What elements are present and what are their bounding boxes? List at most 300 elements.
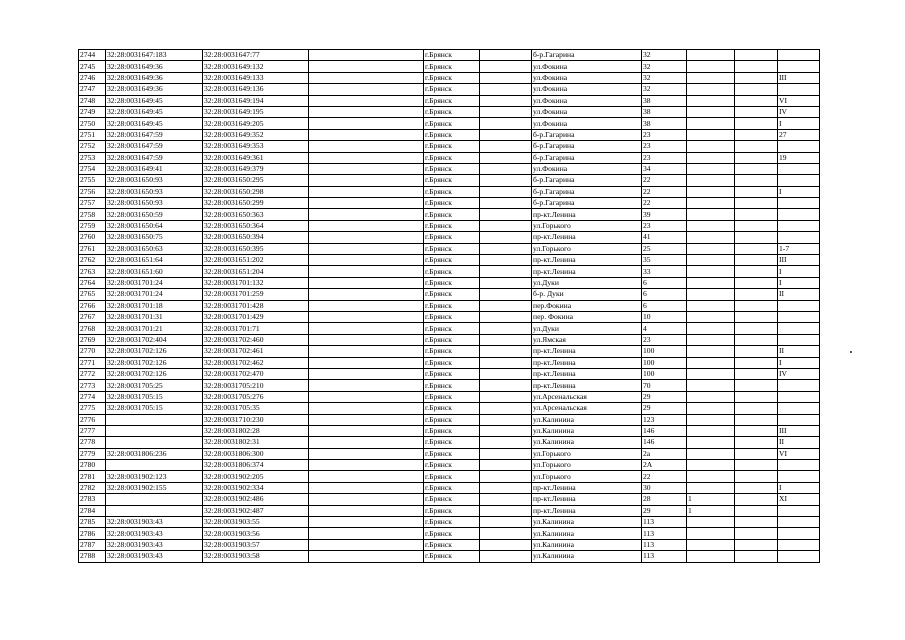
cell-blank-col-b [480,414,532,425]
cell-blank-col-c [735,471,778,482]
cell-blank-col-a [309,323,424,334]
cell-blank-col-c [735,243,778,254]
cell-house: 6 [642,277,687,288]
cell-city: г.Брянск [424,300,480,311]
cell-blank-col-b [480,95,532,106]
cell-building [687,448,735,459]
cell-row-number: 2779 [79,448,106,459]
cell-blank-col-b [480,494,532,505]
cell-blank-col-b [480,311,532,322]
cell-blank-col-c [735,118,778,129]
cell-blank-col-b [480,175,532,186]
table-row [79,209,820,220]
cell-house: 70 [642,380,687,391]
table-row [79,528,820,539]
cell-blank-col-c [735,255,778,266]
cell-street: ул.Калинина [532,551,642,562]
cell-object-number: 32:28:0031705:35 [203,403,309,414]
cell-city: г.Брянск [424,277,480,288]
cell-blank-col-a [309,95,424,106]
cell-blank-col-a [309,539,424,550]
cell-object-number: 32:28:0031902:486 [203,494,309,505]
table-row [79,232,820,243]
cell-house: 146 [642,437,687,448]
cell-row-number: 2753 [79,152,106,163]
cell-building [687,357,735,368]
cell-house: 6 [642,300,687,311]
cell-blank-col-b [480,482,532,493]
cell-premises [778,414,820,425]
cell-blank-col-b [480,106,532,117]
cell-premises [778,61,820,72]
cell-premises: III [778,72,820,83]
cell-building [687,72,735,83]
cell-house: 23 [642,141,687,152]
cell-premises: II [778,346,820,357]
cell-premises: XI [778,494,820,505]
table-row [79,277,820,288]
cell-building [687,186,735,197]
cell-row-number: 2766 [79,300,106,311]
cell-blank-col-b [480,551,532,562]
cell-city: г.Брянск [424,72,480,83]
cell-street: б-р.Гагарина [532,198,642,209]
cell-row-number: 2765 [79,289,106,300]
cell-blank-col-c [735,152,778,163]
table-row [79,141,820,152]
cell-blank-col-a [309,220,424,231]
cell-premises [778,471,820,482]
cell-house: 32 [642,72,687,83]
cell-blank-col-b [480,72,532,83]
cell-house: 113 [642,517,687,528]
table-row [79,380,820,391]
cell-premises [778,232,820,243]
cell-city: г.Брянск [424,517,480,528]
cell-blank-col-c [735,129,778,140]
cell-blank-col-a [309,72,424,83]
cell-building [687,129,735,140]
cell-blank-col-b [480,539,532,550]
cell-blank-col-a [309,243,424,254]
cell-blank-col-b [480,277,532,288]
cell-blank-col-a [309,152,424,163]
cell-city: г.Брянск [424,528,480,539]
cell-blank-col-b [480,129,532,140]
cell-blank-col-b [480,471,532,482]
cell-building [687,141,735,152]
table-row [79,84,820,95]
cell-object-number: 32:28:0031701:428 [203,300,309,311]
cell-row-number: 2773 [79,380,106,391]
cell-row-number: 2763 [79,266,106,277]
cell-premises [778,539,820,550]
cell-blank-col-b [480,380,532,391]
cell-blank-col-b [480,425,532,436]
cell-premises: III [778,425,820,436]
cell-street: ул.Горького [532,471,642,482]
cell-house: 39 [642,209,687,220]
cell-premises: III [778,255,820,266]
table-row [79,95,820,106]
cell-row-number: 2780 [79,460,106,471]
cell-premises [778,528,820,539]
cell-object-number: 32:28:0031702:462 [203,357,309,368]
cell-row-number: 2745 [79,61,106,72]
cell-city: г.Брянск [424,323,480,334]
cell-blank-col-b [480,50,532,61]
cell-building [687,106,735,117]
cell-object-number: 32:28:0031802:31 [203,437,309,448]
cell-parcel-number: 32:28:0031705:15 [106,391,203,402]
cell-blank-col-c [735,277,778,288]
cell-building [687,471,735,482]
cell-blank-col-b [480,266,532,277]
cell-street: б-р.Гагарина [532,129,642,140]
cell-parcel-number: 32:28:0031902:123 [106,471,203,482]
cell-blank-col-a [309,528,424,539]
cell-row-number: 2783 [79,494,106,505]
cell-blank-col-b [480,289,532,300]
cell-blank-col-c [735,289,778,300]
cell-premises [778,84,820,95]
cell-building [687,528,735,539]
cell-city: г.Брянск [424,129,480,140]
cell-building [687,61,735,72]
cell-parcel-number: 32:28:0031650:64 [106,220,203,231]
cell-blank-col-b [480,163,532,174]
cell-street: ул.Фокина [532,118,642,129]
cell-house: 32 [642,84,687,95]
cell-street: ул.Дуки [532,277,642,288]
cell-object-number: 32:28:0031649:195 [203,106,309,117]
cell-premises: I [778,357,820,368]
cell-blank-col-a [309,346,424,357]
table-row [79,437,820,448]
cell-object-number: 32:28:0031705:276 [203,391,309,402]
cell-object-number: 32:28:0031649:194 [203,95,309,106]
cell-blank-col-a [309,186,424,197]
cell-premises: I [778,186,820,197]
cell-city: г.Брянск [424,391,480,402]
cell-blank-col-c [735,61,778,72]
cell-blank-col-c [735,346,778,357]
table-row [79,175,820,186]
cell-object-number: 32:28:0031806:374 [203,460,309,471]
table-row [79,334,820,345]
cell-city: г.Брянск [424,163,480,174]
cell-blank-col-c [735,551,778,562]
cell-parcel-number: 32:28:0031649:45 [106,118,203,129]
cell-blank-col-a [309,289,424,300]
cell-building [687,311,735,322]
cell-street: б-р.Гагарина [532,50,642,61]
cell-object-number: 32:28:0031701:71 [203,323,309,334]
cell-city: г.Брянск [424,289,480,300]
cell-blank-col-c [735,334,778,345]
cell-city: г.Брянск [424,232,480,243]
cell-blank-col-a [309,209,424,220]
cell-house: 6 [642,289,687,300]
cell-city: г.Брянск [424,243,480,254]
cell-blank-col-c [735,232,778,243]
cell-blank-col-c [735,505,778,516]
cell-street: пр-кт.Ленина [532,368,642,379]
cell-street: пр-кт.Ленина [532,209,642,220]
cell-blank-col-c [735,482,778,493]
cell-premises [778,505,820,516]
cell-row-number: 2750 [79,118,106,129]
cell-blank-col-b [480,61,532,72]
cell-building [687,551,735,562]
cell-row-number: 2768 [79,323,106,334]
cell-street: ул.Дуки [532,323,642,334]
cell-street: ул.Калинина [532,517,642,528]
cell-premises [778,220,820,231]
cell-blank-col-a [309,311,424,322]
cell-object-number: 32:28:0031903:56 [203,528,309,539]
cell-blank-col-a [309,277,424,288]
table-row [79,266,820,277]
cell-object-number: 32:28:0031649:353 [203,141,309,152]
cell-object-number: 32:28:0031649:132 [203,61,309,72]
cell-blank-col-b [480,209,532,220]
cell-parcel-number: 32:28:0031647:183 [106,50,203,61]
cell-row-number: 2776 [79,414,106,425]
cell-row-number: 2749 [79,106,106,117]
cell-blank-col-c [735,84,778,95]
cell-blank-col-b [480,255,532,266]
cell-row-number: 2760 [79,232,106,243]
cell-street: пр-кт.Ленина [532,494,642,505]
cell-object-number: 32:28:0031710:230 [203,414,309,425]
cell-premises [778,198,820,209]
cell-premises [778,311,820,322]
cell-premises: IV [778,106,820,117]
cell-house: 38 [642,118,687,129]
cell-street: б-р.Гагарина [532,186,642,197]
cell-blank-col-c [735,494,778,505]
table-row [79,198,820,209]
table-row [79,391,820,402]
cell-premises [778,323,820,334]
cell-blank-col-a [309,50,424,61]
cell-premises: I [778,118,820,129]
cell-blank-col-c [735,266,778,277]
cell-blank-col-b [480,186,532,197]
cell-city: г.Брянск [424,311,480,322]
cell-row-number: 2787 [79,539,106,550]
cell-house: 32 [642,50,687,61]
cell-street: ул.Ямская [532,334,642,345]
table-row [79,163,820,174]
cell-building [687,414,735,425]
cell-blank-col-c [735,368,778,379]
cell-premises [778,300,820,311]
cell-blank-col-b [480,391,532,402]
table-row [79,425,820,436]
table-row [79,539,820,550]
cell-building [687,95,735,106]
cell-parcel-number: 32:28:0031702:126 [106,368,203,379]
cell-blank-col-a [309,198,424,209]
cell-house: 22 [642,186,687,197]
cell-object-number: 32:28:0031651:202 [203,255,309,266]
cell-city: г.Брянск [424,505,480,516]
cell-premises [778,517,820,528]
cell-building [687,198,735,209]
cell-city: г.Брянск [424,551,480,562]
cell-premises [778,141,820,152]
cell-blank-col-b [480,448,532,459]
cell-object-number: 32:28:0031649:205 [203,118,309,129]
cell-house: 113 [642,551,687,562]
cell-city: г.Брянск [424,198,480,209]
cell-blank-col-c [735,391,778,402]
cell-blank-col-b [480,152,532,163]
cell-blank-col-c [735,425,778,436]
cell-house: 23 [642,152,687,163]
cell-object-number: 32:28:0031647:77 [203,50,309,61]
cell-blank-col-c [735,460,778,471]
table-row [79,357,820,368]
table-row [79,551,820,562]
cell-object-number: 32:28:0031702:461 [203,346,309,357]
cell-house: 29 [642,403,687,414]
cell-blank-col-b [480,118,532,129]
cell-street: пр-кт.Ленина [532,232,642,243]
cell-premises: 27 [778,129,820,140]
cell-row-number: 2774 [79,391,106,402]
cell-city: г.Брянск [424,106,480,117]
cell-blank-col-c [735,517,778,528]
cell-building [687,368,735,379]
cell-street: ул.Горького [532,243,642,254]
cell-row-number: 2777 [79,425,106,436]
table-row [79,346,820,357]
cell-blank-col-c [735,311,778,322]
cell-row-number: 2755 [79,175,106,186]
cell-street: ул.Арсенальская [532,403,642,414]
cell-premises [778,403,820,414]
cell-blank-col-b [480,517,532,528]
cell-parcel-number: 32:28:0031649:41 [106,163,203,174]
table-row [79,471,820,482]
cell-house: 23 [642,129,687,140]
cell-parcel-number: 32:28:0031701:31 [106,311,203,322]
cell-building [687,460,735,471]
cell-street: б-р. Дуки [532,289,642,300]
cell-blank-col-c [735,528,778,539]
cell-row-number: 2778 [79,437,106,448]
cell-city: г.Брянск [424,50,480,61]
cell-object-number: 32:28:0031649:361 [203,152,309,163]
cell-building [687,232,735,243]
cell-row-number: 2786 [79,528,106,539]
cell-object-number: 32:28:0031702:470 [203,368,309,379]
cell-object-number: 32:28:0031650:364 [203,220,309,231]
table-row [79,186,820,197]
cell-row-number: 2759 [79,220,106,231]
cell-parcel-number: 32:28:0031650:93 [106,198,203,209]
cell-object-number: 32:28:0031806:300 [203,448,309,459]
cell-city: г.Брянск [424,141,480,152]
table-row [79,129,820,140]
cell-house: 2А [642,460,687,471]
cell-row-number: 2785 [79,517,106,528]
cell-row-number: 2751 [79,129,106,140]
cell-blank-col-a [309,368,424,379]
cell-street: пер. Фокина [532,311,642,322]
cell-premises [778,209,820,220]
cell-blank-col-b [480,141,532,152]
cell-premises [778,175,820,186]
cell-house: 10 [642,311,687,322]
cell-city: г.Брянск [424,482,480,493]
cell-city: г.Брянск [424,494,480,505]
cell-street: б-р.Гагарина [532,152,642,163]
cell-street: ул.Горького [532,448,642,459]
cell-object-number: 32:28:0031902:334 [203,482,309,493]
cell-blank-col-a [309,391,424,402]
cell-blank-col-a [309,84,424,95]
cell-blank-col-c [735,323,778,334]
cell-blank-col-c [735,414,778,425]
cell-blank-col-b [480,84,532,95]
cell-parcel-number: 32:28:0031649:36 [106,61,203,72]
register-table-body [79,50,820,563]
cell-blank-col-b [480,198,532,209]
cell-house: 22 [642,198,687,209]
table-row [79,61,820,72]
cell-parcel-number: 32:28:0031702:404 [106,334,203,345]
table-row [79,220,820,231]
cell-house: 38 [642,95,687,106]
cell-street: ул.Горького [532,460,642,471]
cell-house: 38 [642,106,687,117]
cell-city: г.Брянск [424,368,480,379]
cell-parcel-number [106,425,203,436]
cell-house: 35 [642,255,687,266]
cell-premises [778,163,820,174]
cell-city: г.Брянск [424,460,480,471]
cell-blank-col-b [480,346,532,357]
cell-house: 100 [642,357,687,368]
table-row [79,255,820,266]
cell-parcel-number: 32:28:0031702:126 [106,357,203,368]
cell-blank-col-a [309,266,424,277]
cell-premises: I [778,277,820,288]
cell-blank-col-c [735,380,778,391]
cell-parcel-number: 32:28:0031806:236 [106,448,203,459]
cell-street: пр-кт.Ленина [532,266,642,277]
cell-row-number: 2754 [79,163,106,174]
cell-blank-col-c [735,106,778,117]
cell-blank-col-a [309,414,424,425]
cell-blank-col-c [735,50,778,61]
cell-blank-col-b [480,437,532,448]
cell-house: 22 [642,471,687,482]
cell-object-number: 32:28:0031650:395 [203,243,309,254]
register-table [78,49,820,563]
cell-house: 30 [642,482,687,493]
cell-street: ул.Фокина [532,163,642,174]
cell-building [687,289,735,300]
cell-city: г.Брянск [424,414,480,425]
cell-street: б-р.Гагарина [532,175,642,186]
cell-row-number: 2762 [79,255,106,266]
cell-premises [778,391,820,402]
